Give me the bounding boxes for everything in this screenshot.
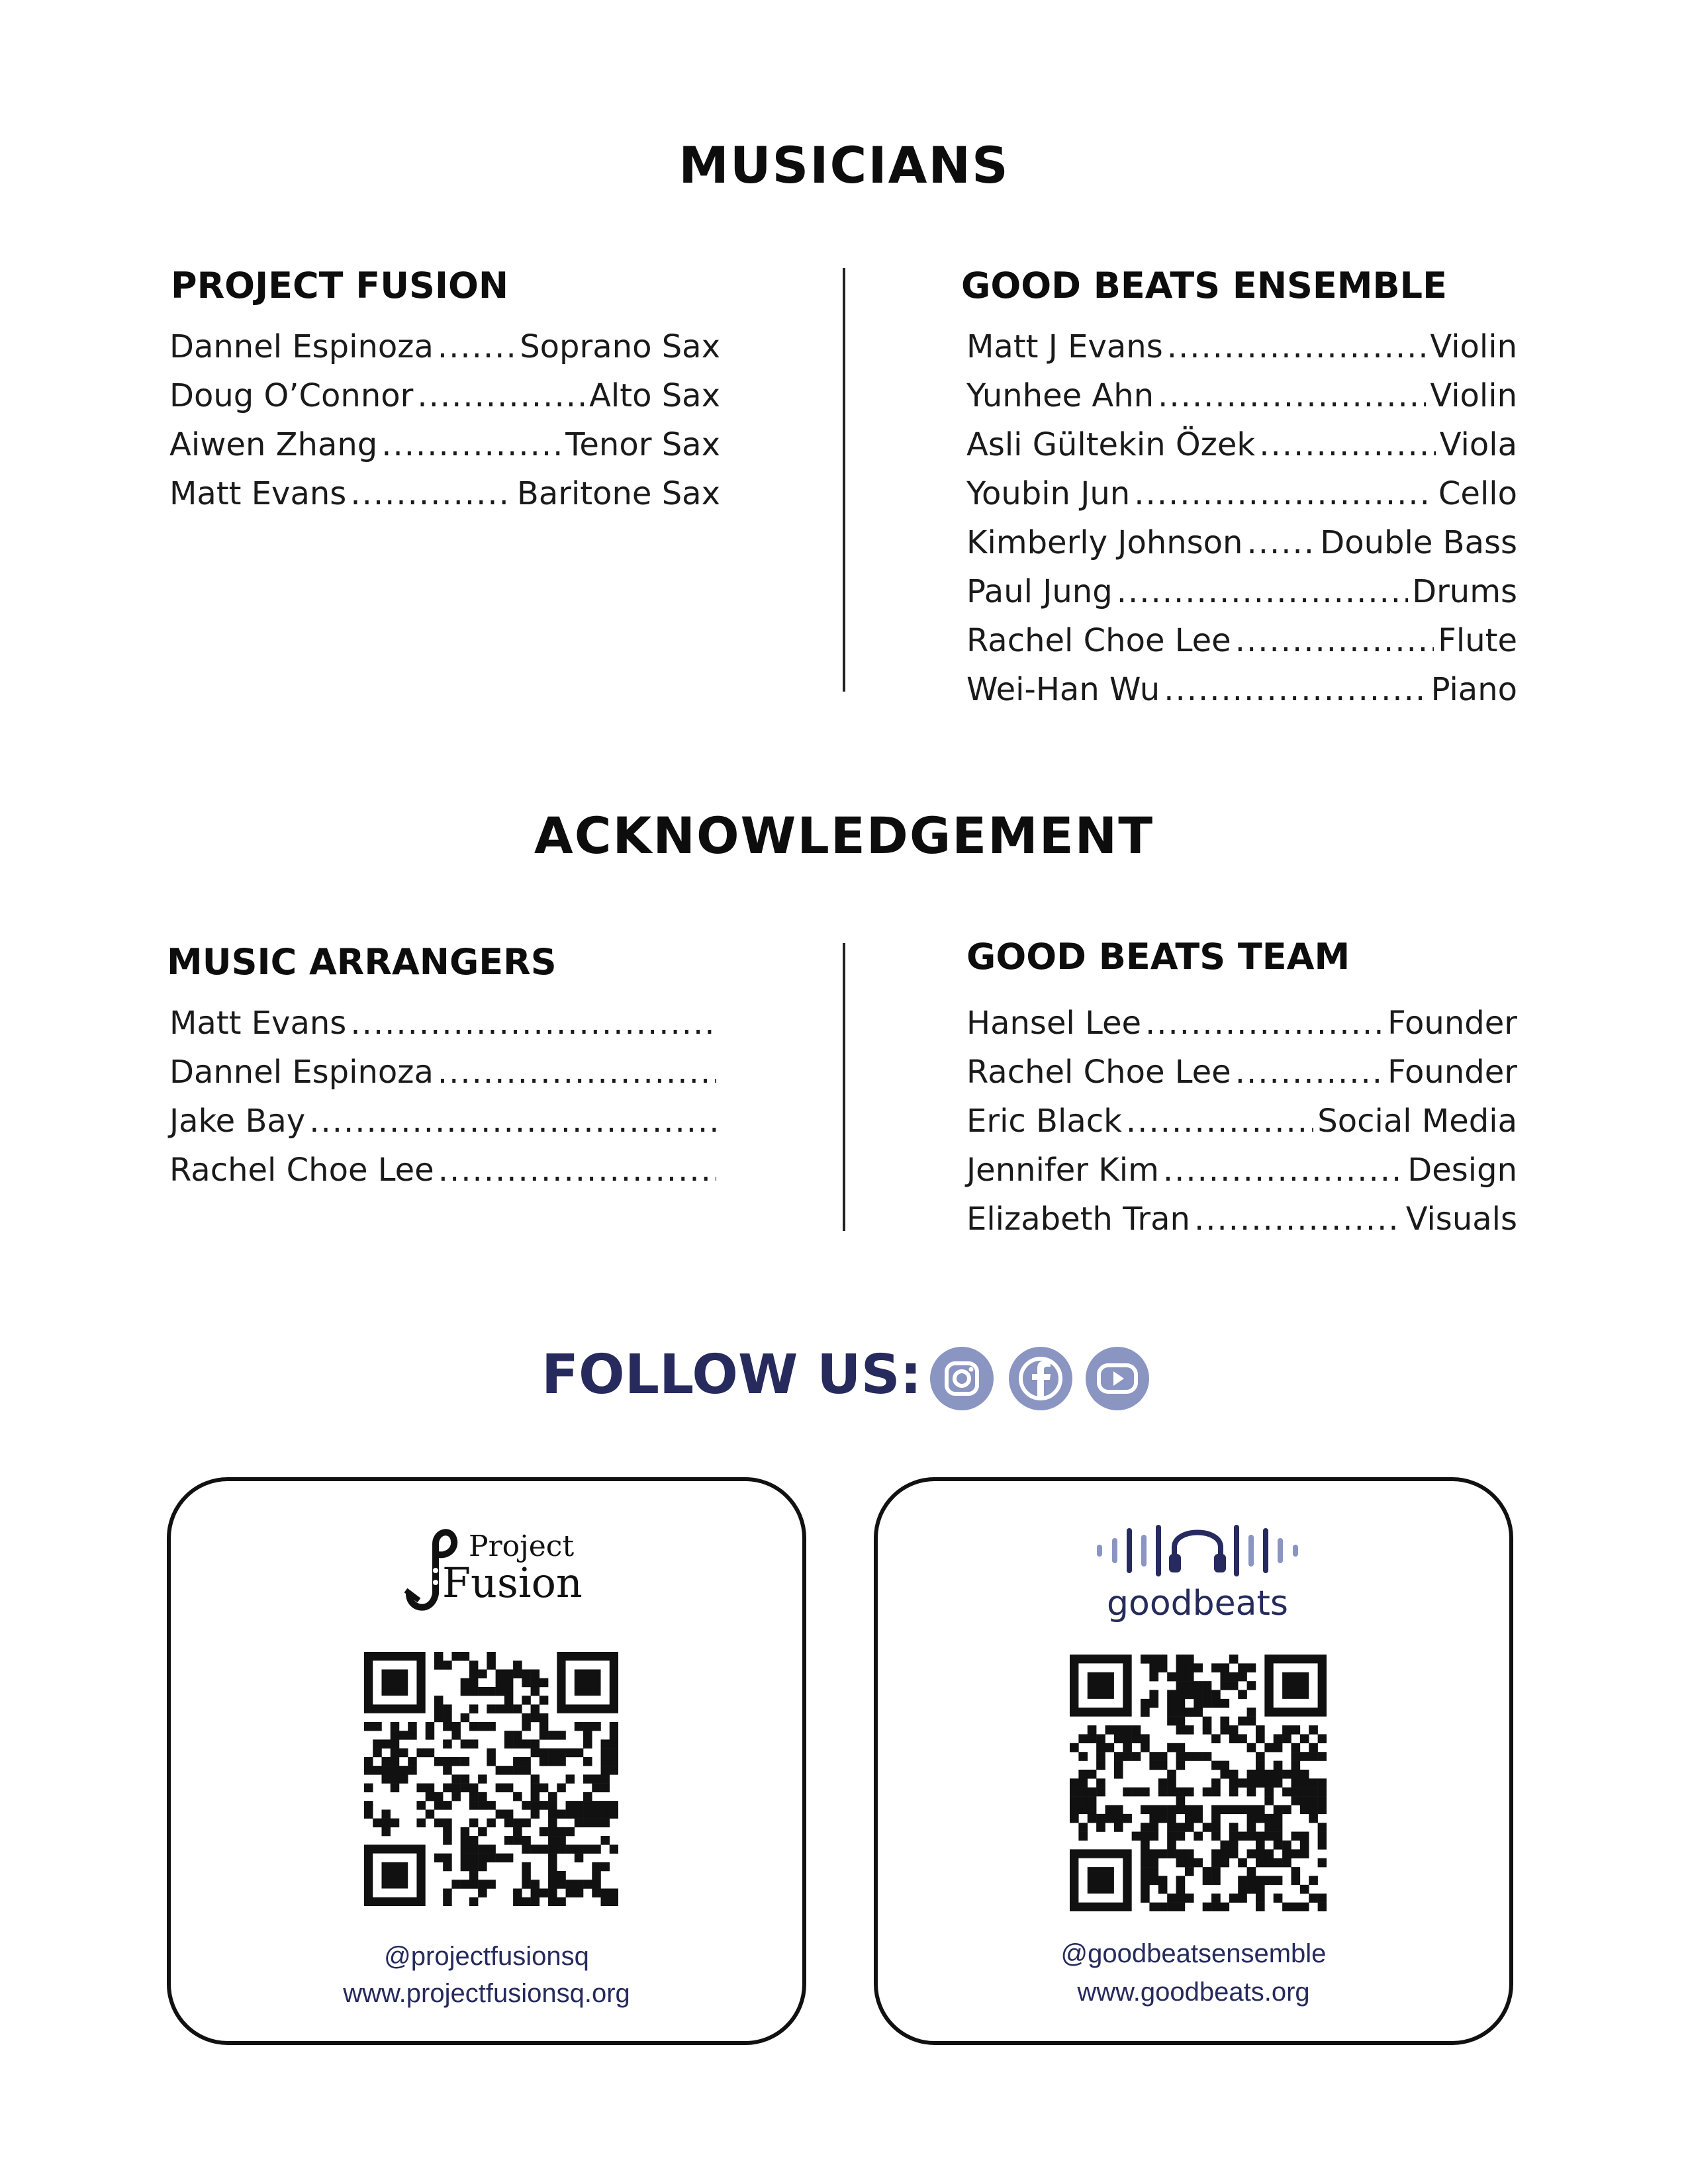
member-name: Rachel Choe Lee: [169, 1152, 434, 1189]
goodbeats-qr-code[interactable]: [1070, 1655, 1327, 1911]
dot-leader: [1134, 475, 1434, 512]
good-beats-ensemble-list: [966, 328, 1517, 720]
member-role: Alto Sax: [589, 377, 720, 414]
member-name: Dannel Espinoza: [169, 1054, 434, 1091]
list-item: [966, 524, 1517, 573]
youtube-icon[interactable]: [1086, 1347, 1149, 1410]
member-role: Piano: [1430, 671, 1517, 708]
goodbeats-card: [874, 1477, 1513, 2045]
project-fusion-list: [169, 328, 720, 524]
dot-leader: [350, 1005, 716, 1042]
member-name: Aiwen Zhang: [169, 426, 378, 463]
member-role: Tenor Sax: [565, 426, 720, 463]
logo-line1: Project: [469, 1529, 575, 1563]
dot-leader: [1126, 1103, 1313, 1140]
member-name: Dannel Espinoza: [169, 328, 434, 365]
member-role: Soprano Sax: [520, 328, 720, 365]
good-beats-ensemble-section: [961, 265, 1517, 708]
goodbeats-logo: [1076, 1518, 1319, 1623]
member-name: Paul Jung: [966, 573, 1113, 610]
member-name: Rachel Choe Lee: [966, 622, 1231, 659]
member-name: Matt Evans: [169, 1005, 347, 1042]
facebook-icon[interactable]: [1009, 1347, 1072, 1410]
dot-leader: [381, 426, 561, 463]
member-name: Kimberly Johnson: [966, 524, 1243, 561]
member-name: Rachel Choe Lee: [966, 1054, 1231, 1091]
dot-leader: [1163, 1152, 1403, 1189]
headphones-soundwave-icon: [1076, 1518, 1319, 1584]
dot-leader: [1235, 1054, 1383, 1091]
member-role: Cello: [1438, 475, 1517, 512]
project-fusion-section: [169, 265, 722, 512]
dot-leader: [1235, 622, 1434, 659]
good-beats-team-section: [966, 936, 1517, 1238]
member-role: Viola: [1439, 426, 1517, 463]
dot-leader: [417, 377, 585, 414]
list-item: [169, 1005, 720, 1054]
column-divider-2: [843, 943, 845, 1231]
good-beats-team-list: [966, 1005, 1517, 1250]
project-fusion-logo: [396, 1518, 594, 1617]
project-fusion-card: [167, 1477, 806, 2045]
list-item: [966, 1152, 1517, 1201]
member-name: Eric Black: [966, 1103, 1122, 1140]
member-name: Jennifer Kim: [966, 1152, 1159, 1189]
member-role: Founder: [1387, 1005, 1517, 1042]
list-item: [966, 475, 1517, 524]
member-role: Design: [1407, 1152, 1517, 1189]
project-fusion-title: PROJECT FUSION: [171, 265, 509, 306]
dot-leader: [438, 328, 516, 365]
member-role: Drums: [1412, 573, 1517, 610]
member-role: Baritone Sax: [516, 475, 720, 512]
member-role: Flute: [1438, 622, 1517, 659]
member-name: Matt Evans: [169, 475, 347, 512]
member-role: Violin: [1430, 377, 1517, 414]
goodbeats-url[interactable]: www.goodbeats.org: [1077, 1978, 1310, 2007]
list-item: [966, 1201, 1517, 1250]
member-name: Doug O’Connor: [169, 377, 414, 414]
dot-leader: [309, 1103, 716, 1140]
logo-line2: Fusion: [442, 1559, 583, 1607]
member-name: Wei-Han Wu: [966, 671, 1160, 708]
dot-leader: [1167, 328, 1427, 365]
music-arrangers-section: [167, 941, 722, 1189]
dot-leader: [350, 475, 513, 512]
dot-leader: [1194, 1201, 1402, 1238]
list-item: [966, 328, 1517, 377]
list-item: [169, 1054, 720, 1103]
member-name: Youbin Jun: [966, 475, 1131, 512]
goodbeats-logo-text: goodbeats: [1107, 1584, 1288, 1623]
member-name: Matt J Evans: [966, 328, 1163, 365]
member-role: Violin: [1430, 328, 1517, 365]
dot-leader: [1246, 524, 1316, 561]
list-item: [169, 377, 720, 426]
project-fusion-handle[interactable]: @projectfusionsq: [384, 1942, 589, 1971]
good-beats-team-title: GOOD BEATS TEAM: [966, 936, 1350, 978]
column-divider: [843, 268, 845, 692]
member-role: Social Media: [1317, 1103, 1517, 1140]
music-arrangers-title: MUSIC ARRANGERS: [167, 941, 557, 983]
member-name: Asli Gültekin Özek: [966, 426, 1256, 463]
music-arrangers-list: [169, 1005, 720, 1201]
list-item: [169, 1152, 720, 1201]
list-item: [966, 377, 1517, 426]
list-item: [966, 1103, 1517, 1152]
list-item: [169, 1103, 720, 1152]
member-role: Founder: [1387, 1054, 1517, 1091]
member-role: Visuals: [1405, 1201, 1517, 1238]
instagram-icon[interactable]: [930, 1347, 994, 1410]
list-item: [169, 475, 720, 524]
member-name: Hansel Lee: [966, 1005, 1142, 1042]
dot-leader: [438, 1152, 716, 1189]
goodbeats-handle[interactable]: @goodbeatsensemble: [1060, 1939, 1327, 1968]
list-item: [966, 573, 1517, 622]
list-item: [966, 426, 1517, 475]
member-name: Elizabeth Tran: [966, 1201, 1190, 1238]
dot-leader: [1158, 377, 1426, 414]
musicians-heading: MUSICIANS: [679, 136, 1009, 195]
list-item: [169, 328, 720, 377]
list-item: [966, 622, 1517, 671]
dot-leader: [1164, 671, 1427, 708]
member-name: Yunhee Ahn: [966, 377, 1154, 414]
dot-leader: [1145, 1005, 1383, 1042]
list-item: [966, 1005, 1517, 1054]
project-fusion-qr-code[interactable]: [364, 1652, 618, 1906]
list-item: [966, 1054, 1517, 1103]
project-fusion-url[interactable]: www.projectfusionsq.org: [343, 1979, 630, 2008]
good-beats-ensemble-title: GOOD BEATS ENSEMBLE: [961, 265, 1447, 306]
list-item: [966, 671, 1517, 720]
dot-leader: [1259, 426, 1436, 463]
member-role: Double Bass: [1320, 524, 1517, 561]
follow-us-label: FOLLOW US:: [541, 1343, 922, 1406]
dot-leader: [438, 1054, 716, 1091]
acknowledgement-heading: ACKNOWLEDGEMENT: [534, 806, 1154, 865]
member-name: Jake Bay: [169, 1103, 306, 1140]
dot-leader: [1117, 573, 1408, 610]
list-item: [169, 426, 720, 475]
